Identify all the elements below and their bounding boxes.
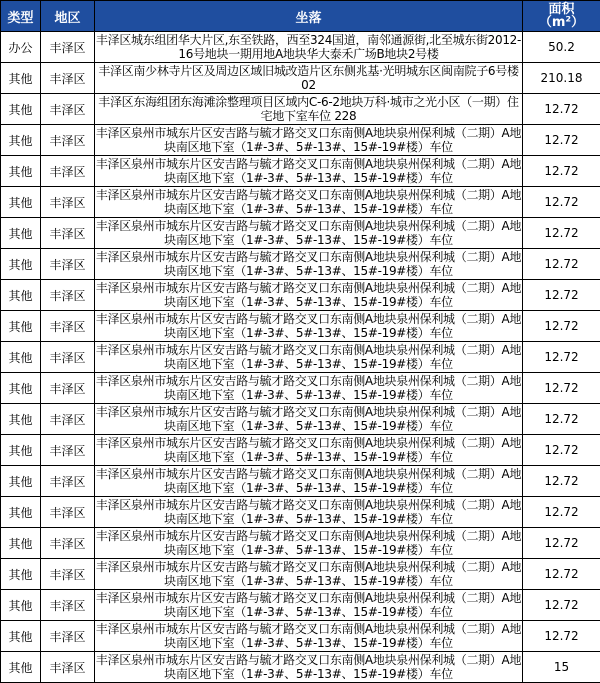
cell-type: 其他	[1, 156, 41, 187]
cell-district: 丰泽区	[41, 466, 95, 497]
cell-district: 丰泽区	[41, 497, 95, 528]
cell-location: 丰泽区泉州市城东片区安吉路与毓才路交叉口东南侧A地块泉州保利城（二期）A地块南区地下室（1#-3#、5#-13#、15#-19#楼）车位	[95, 621, 523, 652]
cell-area: 12.72	[523, 125, 600, 156]
cell-area: 12.72	[523, 280, 600, 311]
header-type: 类型	[1, 1, 41, 32]
cell-district: 丰泽区	[41, 404, 95, 435]
cell-district: 丰泽区	[41, 590, 95, 621]
cell-location: 丰泽区泉州市城东片区安吉路与毓才路交叉口东南侧A地块泉州保利城（二期）A地块南区地下室（1#-3#、5#-13#、15#-19#楼）车位	[95, 373, 523, 404]
cell-district: 丰泽区	[41, 187, 95, 218]
table-row	[1, 373, 600, 404]
cell-area: 12.72	[523, 435, 600, 466]
cell-type: 其他	[1, 311, 41, 342]
table-row	[1, 404, 600, 435]
cell-location: 丰泽区泉州市城东片区安吉路与毓才路交叉口东南侧A地块泉州保利城（二期）A地块南区地下室（1#-3#、5#-13#、15#-19#楼）车位	[95, 311, 523, 342]
cell-district: 丰泽区	[41, 559, 95, 590]
cell-location: 丰泽区泉州市城东片区安吉路与毓才路交叉口东南侧A地块泉州保利城（二期）A地块南区地下室（1#-3#、5#-13#、15#-19#楼）车位	[95, 466, 523, 497]
cell-area: 12.72	[523, 311, 600, 342]
cell-area: 12.72	[523, 528, 600, 559]
cell-area: 210.18	[523, 63, 600, 94]
cell-district: 丰泽区	[41, 249, 95, 280]
table-row	[1, 249, 600, 280]
cell-type: 其他	[1, 435, 41, 466]
cell-district: 丰泽区	[41, 342, 95, 373]
cell-type: 其他	[1, 187, 41, 218]
cell-area: 12.72	[523, 373, 600, 404]
table-row	[1, 342, 600, 373]
cell-district: 丰泽区	[41, 652, 95, 683]
table-row	[1, 652, 600, 683]
cell-district: 丰泽区	[41, 373, 95, 404]
cell-location: 丰泽区泉州市城东片区安吉路与毓才路交叉口东南侧A地块泉州保利城（二期）A地块南区地下室（1#-3#、5#-13#、15#-19#楼）车位	[95, 559, 523, 590]
cell-area: 12.72	[523, 404, 600, 435]
cell-type: 办公	[1, 32, 41, 63]
cell-location: 丰泽区东海组团东海滩涂整理项目区域内C-6-2地块万科·城市之光小区（一期）住宅地下室车位 228	[95, 94, 523, 125]
cell-district: 丰泽区	[41, 125, 95, 156]
cell-type: 其他	[1, 528, 41, 559]
cell-type: 其他	[1, 249, 41, 280]
cell-type: 其他	[1, 373, 41, 404]
table-row	[1, 559, 600, 590]
cell-district: 丰泽区	[41, 156, 95, 187]
cell-type: 其他	[1, 652, 41, 683]
cell-type: 其他	[1, 63, 41, 94]
table-row	[1, 528, 600, 559]
cell-type: 其他	[1, 497, 41, 528]
table-row	[1, 466, 600, 497]
cell-location: 丰泽区泉州市城东片区安吉路与毓才路交叉口东南侧A地块泉州保利城（二期）A地块南区地下室（1#-3#、5#-13#、15#-19#楼）车位	[95, 435, 523, 466]
cell-area: 12.72	[523, 156, 600, 187]
table-row	[1, 156, 600, 187]
cell-district: 丰泽区	[41, 63, 95, 94]
cell-location: 丰泽区城东组团华大片区,东至铁路，西至324国道，南邻通源街,北至城东街2012-16号地块一期用地A地块华大泰禾广场B地块2号楼	[95, 32, 523, 63]
cell-district: 丰泽区	[41, 435, 95, 466]
cell-area: 12.72	[523, 466, 600, 497]
cell-district: 丰泽区	[41, 94, 95, 125]
table-row	[1, 32, 600, 63]
table-row	[1, 187, 600, 218]
cell-location: 丰泽区泉州市城东片区安吉路与毓才路交叉口东南侧A地块泉州保利城（二期）A地块南区地下室（1#-3#、5#-13#、15#-19#楼）车位	[95, 156, 523, 187]
cell-district: 丰泽区	[41, 528, 95, 559]
table-row	[1, 590, 600, 621]
cell-area: 12.72	[523, 187, 600, 218]
cell-location: 丰泽区泉州市城东片区安吉路与毓才路交叉口东南侧A地块泉州保利城（二期）A地块南区地下室（1#-3#、5#-13#、15#-19#楼）车位	[95, 497, 523, 528]
cell-location: 丰泽区泉州市城东片区安吉路与毓才路交叉口东南侧A地块泉州保利城（二期）A地块南区地下室（1#-3#、5#-13#、15#-19#楼）车位	[95, 590, 523, 621]
cell-type: 其他	[1, 559, 41, 590]
cell-location: 丰泽区泉州市城东片区安吉路与毓才路交叉口东南侧A地块泉州保利城（二期）A地块南区地下室（1#-3#、5#-13#、15#-19#楼）车位	[95, 528, 523, 559]
table-row	[1, 435, 600, 466]
cell-location: 丰泽区南少林寺片区及周边区域旧城改造片区东侧兆基·光明城东区闽南院子6号楼02	[95, 63, 523, 94]
cell-location: 丰泽区泉州市城东片区安吉路与毓才路交叉口东南侧A地块泉州保利城（二期）A地块南区地下室（1#-3#、5#-13#、15#-19#楼）车位	[95, 652, 523, 683]
cell-location: 丰泽区泉州市城东片区安吉路与毓才路交叉口东南侧A地块泉州保利城（二期）A地块南区地下室（1#-3#、5#-13#、15#-19#楼）车位	[95, 342, 523, 373]
cell-location: 丰泽区泉州市城东片区安吉路与毓才路交叉口东南侧A地块泉州保利城（二期）A地块南区地下室（1#-3#、5#-13#、15#-19#楼）车位	[95, 280, 523, 311]
cell-area: 12.72	[523, 342, 600, 373]
header-area	[523, 1, 600, 32]
cell-area: 12.72	[523, 218, 600, 249]
table-row	[1, 125, 600, 156]
cell-location: 丰泽区泉州市城东片区安吉路与毓才路交叉口东南侧A地块泉州保利城（二期）A地块南区地下室（1#-3#、5#-13#、15#-19#楼）车位	[95, 249, 523, 280]
cell-area: 12.72	[523, 249, 600, 280]
cell-type: 其他	[1, 94, 41, 125]
cell-district: 丰泽区	[41, 311, 95, 342]
cell-area: 15	[523, 652, 600, 683]
header-location: 坐落	[95, 1, 523, 32]
table-row	[1, 218, 600, 249]
cell-location: 丰泽区泉州市城东片区安吉路与毓才路交叉口东南侧A地块泉州保利城（二期）A地块南区地下室（1#-3#、5#-13#、15#-19#楼）车位	[95, 404, 523, 435]
header-area-label: 面积	[548, 2, 574, 17]
cell-type: 其他	[1, 404, 41, 435]
cell-type: 其他	[1, 125, 41, 156]
table-row	[1, 311, 600, 342]
cell-location: 丰泽区泉州市城东片区安吉路与毓才路交叉口东南侧A地块泉州保利城（二期）A地块南区地下室（1#-3#、5#-13#、15#-19#楼）车位	[95, 218, 523, 249]
cell-district: 丰泽区	[41, 32, 95, 63]
cell-area: 50.2	[523, 32, 600, 63]
cell-location: 丰泽区泉州市城东片区安吉路与毓才路交叉口东南侧A地块泉州保利城（二期）A地块南区地下室（1#-3#、5#-13#、15#-19#楼）车位	[95, 187, 523, 218]
cell-type: 其他	[1, 621, 41, 652]
cell-district: 丰泽区	[41, 621, 95, 652]
cell-district: 丰泽区	[41, 280, 95, 311]
cell-type: 其他	[1, 342, 41, 373]
cell-type: 其他	[1, 590, 41, 621]
header-row	[1, 1, 600, 32]
table-row	[1, 621, 600, 652]
table-row	[1, 94, 600, 125]
cell-area: 12.72	[523, 94, 600, 125]
cell-type: 其他	[1, 218, 41, 249]
cell-location: 丰泽区泉州市城东片区安吉路与毓才路交叉口东南侧A地块泉州保利城（二期）A地块南区地下室（1#-3#、5#-13#、15#-19#楼）车位	[95, 125, 523, 156]
cell-area: 12.72	[523, 559, 600, 590]
table-row	[1, 280, 600, 311]
cell-area: 12.72	[523, 621, 600, 652]
cell-district: 丰泽区	[41, 218, 95, 249]
cell-area: 12.72	[523, 497, 600, 528]
cell-area: 12.72	[523, 590, 600, 621]
table-row	[1, 497, 600, 528]
cell-type: 其他	[1, 466, 41, 497]
cell-type: 其他	[1, 280, 41, 311]
table-row	[1, 63, 600, 94]
header-district: 地区	[41, 1, 95, 32]
header-area-unit: （m²）	[539, 15, 584, 30]
